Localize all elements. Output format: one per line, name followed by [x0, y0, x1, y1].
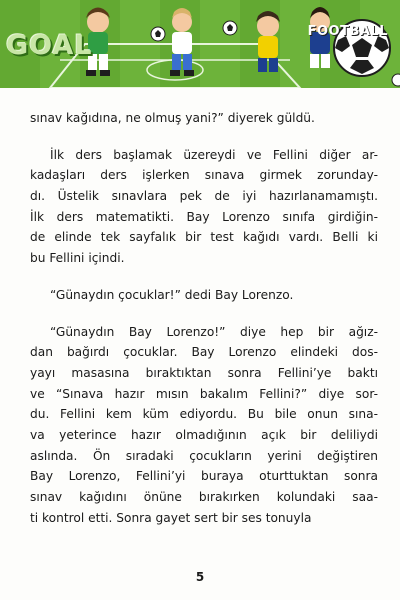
- text-line: kadaşları ders işlerken sınava girmek zorunday-: [30, 168, 378, 183]
- text-line: “Günaydın çocuklar!” dedi Bay Lorenzo.: [50, 287, 294, 302]
- text-line: ve “Sınava hazır mısın bakalım Fellini?” diye sor-: [30, 386, 378, 401]
- text-line: İlk ders matematikti. Bay Lorenzo sınıfa girdiğin-: [30, 209, 378, 224]
- text-line: bu Fellini içindi.: [30, 251, 125, 266]
- story-text: [30, 108, 378, 528]
- text-line: dan bağırdı çocuklar. Bay Lorenzo elindeki dos-: [30, 345, 378, 360]
- paragraph-4: [30, 322, 378, 529]
- text-line: va yeterince hazır olmadığının açık bir deliliydi: [30, 427, 378, 442]
- ball-icon: [151, 27, 165, 41]
- text-line: de elinde tek sayfalık bir test kağıdı vardı. Belli ki: [30, 230, 378, 245]
- text-line: Bay Lorenzo, Fellini’yi buraya oturttuktan sonra: [30, 469, 378, 484]
- text-line: yayı masasına bıraktıktan sonra Fellini’ye baktı: [30, 365, 378, 380]
- text-line: İlk ders başlamak üzereydi ve Fellini diğer ar-: [50, 147, 378, 162]
- text-line: aslında. Ön sıradaki çocukların yerini değiştiren: [30, 448, 378, 463]
- text-line: dı. Üstelik sınavlara pek de iyi hazırlanamamıştı.: [30, 189, 378, 204]
- header-banner: [0, 0, 400, 88]
- goal-logo-text: GOAL: [6, 30, 93, 61]
- paragraph-1: [30, 108, 378, 129]
- paragraph-2: [30, 145, 378, 269]
- text-line: sınav kağıdını önüne bırakırken kolundaki saa-: [30, 490, 378, 504]
- text-line: sınav kağıdına, ne olmuş yani?” diyerek güldü.: [30, 111, 315, 125]
- page-number: 5: [195, 570, 205, 584]
- text-line: ti kontrol etti. Sonra gayet sert bir ses tonuyla: [30, 510, 312, 525]
- ball-icon: [223, 21, 237, 35]
- ball-icon: [392, 74, 400, 86]
- paragraph-3: [30, 285, 378, 306]
- text-line: “Günaydın Bay Lorenzo!” diye hep bir ağız-: [50, 324, 378, 339]
- football-logo-text: FOOTBALL: [307, 24, 388, 39]
- text-line: du. Fellini kem küm ediyordu. Bu bile onun sına-: [30, 407, 378, 422]
